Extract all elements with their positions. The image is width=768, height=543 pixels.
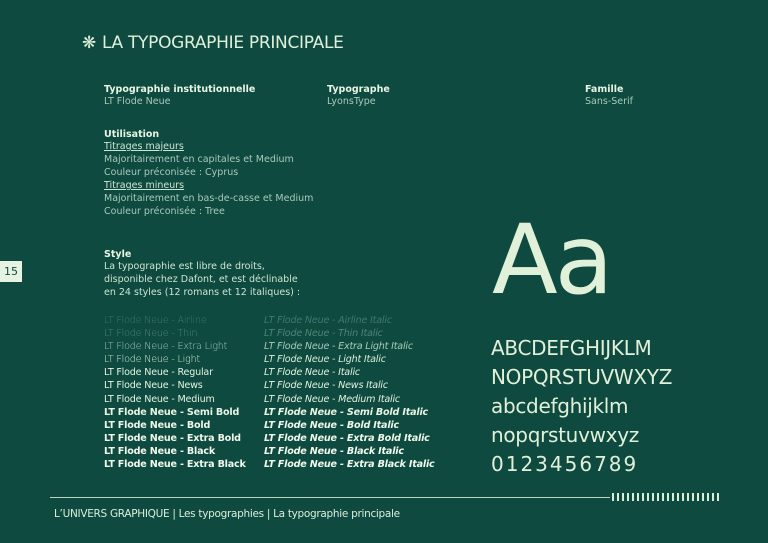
tick-mark [612,493,614,501]
style-sample: LT Flode Neue - Airline Italic [264,315,392,326]
style-sample: LT Flode Neue - Extra Light Italic [264,341,413,353]
tick-mark [677,493,679,501]
style-sample: LT Flode Neue - Medium [104,393,215,405]
style-sample: LT Flode Neue - Black [104,445,216,457]
tick-mark [712,493,714,501]
usage-section: Utilisation Titrages majeurs Majoritairement en capitales et Medium Couleur préconisée : Cyprus Titrages mineurs Majoritairement en bas-de-casse et Medium Couleur préconisée : Tree [104,129,314,217]
footer-tick-marks [612,493,719,501]
tick-mark [672,493,674,501]
style-sample: LT Flode Neue - Light [104,354,201,366]
style-sample: LT Flode Neue - Italic [264,367,360,379]
tick-mark [682,493,684,501]
style-sample: LT Flode Neue - Extra Black Italic [264,459,435,471]
tick-mark [657,493,659,501]
tick-mark [652,493,654,501]
tick-mark [692,493,694,501]
style-sample: LT Flode Neue - Extra Light [104,341,228,353]
style-sample: LT Flode Neue - Thin Italic [264,328,383,340]
tick-mark [622,493,624,501]
style-sample: LT Flode Neue - Black Italic [264,445,404,457]
specimen-aa: Aa [492,204,611,316]
style-sample: LT Flode Neue - Extra Bold [104,432,241,444]
style-sample: LT Flode Neue - News Italic [264,380,388,392]
info-typeface: Typographie institutionnelle LT Flode Neue [104,84,256,107]
alphabet-specimen: ABCDEFGHIJKLM NOPQRSTUVWXYZ abcdefghijklm nopqrstuvwxyz 0123456789 [491,336,673,476]
style-sample: LT Flode Neue - Extra Bold Italic [264,432,430,444]
tick-mark [697,493,699,501]
tick-mark [707,493,709,501]
info-type-designer: Typographe LyonsType [327,84,390,107]
style-sample: LT Flode Neue - Semi Bold Italic [264,406,429,418]
style-sample: LT Flode Neue - Thin [104,328,198,340]
page-title: ❋ LA TYPOGRAPHIE PRINCIPALE [82,33,344,53]
tick-mark [702,493,704,501]
style-sample: LT Flode Neue - Semi Bold [104,406,240,418]
tick-mark [717,493,719,501]
style-sample: LT Flode Neue - Medium Italic [264,393,401,405]
style-sample: LT Flode Neue - Airline [104,315,207,326]
tick-mark [667,493,669,501]
style-sample: LT Flode Neue - Regular [104,367,213,379]
style-sample: LT Flode Neue - News [104,380,203,392]
tick-mark [647,493,649,501]
tick-mark [662,493,664,501]
tick-mark [642,493,644,501]
tick-mark [617,493,619,501]
style-sample: LT Flode Neue - Bold Italic [264,419,399,431]
footer-breadcrumb: L’UNIVERS GRAPHIQUE | Les typographies | La typographie principale [54,508,400,520]
tick-mark [632,493,634,501]
style-section: Style La typographie est libre de droits, disponible chez Dafont, et est déclinable en 24 styles (12 romans et 12 italiques) : [104,249,301,298]
style-sample: LT Flode Neue - Bold [104,419,211,431]
asterisk-flower-icon: ❋ [82,33,96,53]
style-sample: LT Flode Neue - Extra Black [104,459,246,471]
footer-divider [50,497,610,498]
info-family: Famille Sans-Serif [585,84,634,107]
style-sample: LT Flode Neue - Light Italic [264,354,386,366]
tick-mark [687,493,689,501]
italic-styles-list [264,314,435,471]
roman-styles-list [104,314,246,471]
page-number: 15 [0,261,22,282]
tick-mark [627,493,629,501]
tick-mark [637,493,639,501]
